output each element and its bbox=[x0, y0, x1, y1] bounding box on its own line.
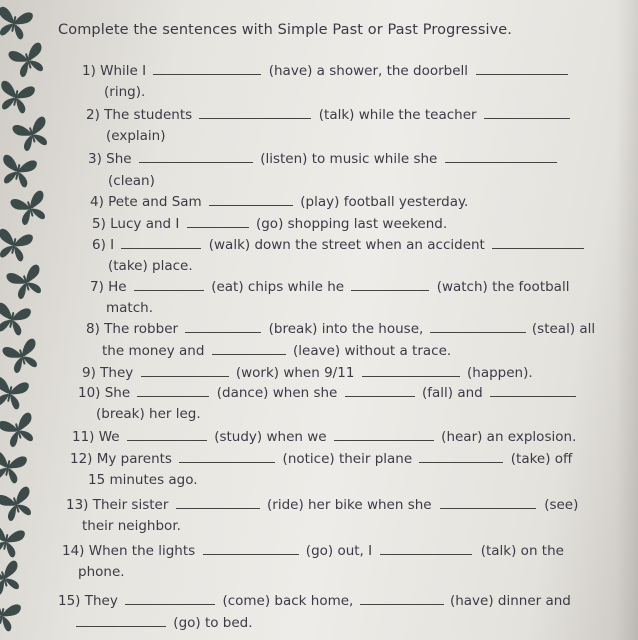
sentence-text: (hear) an explosion. bbox=[441, 429, 577, 445]
sentence-text: 5) Lucy and I bbox=[92, 216, 180, 232]
answer-blank[interactable] bbox=[440, 496, 536, 509]
sentence-line bbox=[58, 592, 571, 609]
sentence-text: (work) when 9/11 bbox=[235, 365, 355, 381]
answer-blank[interactable] bbox=[137, 384, 209, 397]
sentence-line bbox=[72, 428, 576, 445]
sentence-line bbox=[106, 300, 153, 316]
sentence-line bbox=[82, 62, 568, 79]
butterfly-border bbox=[0, 0, 58, 640]
sentence-line bbox=[86, 320, 595, 337]
sentence-line bbox=[70, 450, 572, 467]
sentence-text: (play) football yesterday. bbox=[300, 194, 469, 210]
butterfly-icon bbox=[0, 561, 24, 595]
butterfly-icon bbox=[0, 524, 26, 558]
answer-blank[interactable] bbox=[76, 614, 166, 627]
answer-blank[interactable] bbox=[334, 428, 434, 441]
sentence-line bbox=[96, 406, 201, 422]
butterfly-icon bbox=[0, 228, 34, 262]
sentence-line bbox=[92, 215, 447, 232]
sentence-text: (break) her leg. bbox=[96, 406, 201, 422]
butterfly-icon bbox=[0, 6, 34, 40]
sentence-text: (take) off bbox=[510, 451, 573, 467]
sentence-line bbox=[104, 84, 145, 100]
answer-blank[interactable] bbox=[127, 428, 207, 441]
sentence-line bbox=[82, 364, 533, 381]
sentence-text: (eat) chips while he bbox=[211, 279, 345, 295]
sentence-line bbox=[108, 173, 155, 189]
answer-blank[interactable] bbox=[139, 150, 253, 163]
answer-blank[interactable] bbox=[492, 236, 584, 249]
answer-blank[interactable] bbox=[125, 592, 215, 605]
sentence-text: 15) They bbox=[58, 593, 118, 609]
sentence-line bbox=[78, 384, 576, 401]
sentence-text: 6) I bbox=[92, 237, 115, 253]
butterfly-icon bbox=[8, 43, 48, 77]
sentence-line bbox=[92, 236, 584, 253]
sentence-text: (break) into the house, bbox=[268, 321, 424, 337]
answer-blank[interactable] bbox=[476, 62, 568, 75]
butterfly-icon bbox=[0, 598, 22, 632]
butterfly-icon bbox=[2, 339, 42, 373]
answer-blank[interactable] bbox=[490, 384, 576, 397]
sentence-text: 12) My parents bbox=[70, 451, 172, 467]
sentence-text: (clean) bbox=[108, 173, 155, 189]
sentence-text: (fall) and bbox=[421, 385, 483, 401]
answer-blank[interactable] bbox=[445, 150, 557, 163]
sentence-text: 9) They bbox=[82, 365, 134, 381]
sentence-line bbox=[78, 564, 125, 580]
butterfly-icon bbox=[10, 191, 50, 225]
answer-blank[interactable] bbox=[185, 320, 261, 333]
answer-blank[interactable] bbox=[176, 496, 260, 509]
sentence-text: (have) a shower, the doorbell bbox=[268, 63, 469, 79]
sentence-line bbox=[90, 278, 569, 295]
sentence-text: 11) We bbox=[72, 429, 120, 445]
answer-blank[interactable] bbox=[212, 342, 286, 355]
sentence-text: 8) The robber bbox=[86, 321, 179, 337]
butterfly-icon bbox=[0, 80, 36, 114]
answer-blank[interactable] bbox=[121, 236, 201, 249]
sentence-text: (watch) the football bbox=[436, 279, 570, 295]
sentence-text: (notice) their plane bbox=[282, 451, 413, 467]
sentence-text: (dance) when she bbox=[216, 385, 338, 401]
sentence-text: their neighbor. bbox=[82, 518, 181, 534]
sentence-text: (steal) all bbox=[531, 321, 596, 337]
answer-blank[interactable] bbox=[199, 106, 311, 119]
sentence-text: (go) out, I bbox=[305, 543, 373, 559]
sentence-text: (go) shopping last weekend. bbox=[255, 216, 448, 232]
sentence-text: (take) place. bbox=[108, 258, 193, 274]
sentence-text: match. bbox=[106, 300, 153, 316]
sentence-line bbox=[88, 150, 557, 167]
sentence-line bbox=[108, 258, 193, 274]
butterfly-icon bbox=[0, 154, 38, 188]
sentence-line bbox=[88, 472, 198, 488]
answer-blank[interactable] bbox=[141, 364, 229, 377]
answer-blank[interactable] bbox=[209, 193, 293, 206]
sentence-text: 14) When the lights bbox=[62, 543, 196, 559]
butterfly-icon bbox=[6, 265, 46, 299]
sentence-line bbox=[76, 614, 253, 631]
butterfly-icon bbox=[0, 376, 30, 410]
sentence-text: (have) dinner and bbox=[449, 593, 571, 609]
answer-blank[interactable] bbox=[179, 450, 275, 463]
sentence-line bbox=[66, 496, 578, 513]
sentence-text: 2) The students bbox=[86, 107, 193, 123]
sentence-line bbox=[102, 342, 451, 359]
answer-blank[interactable] bbox=[345, 384, 415, 397]
sentence-text: (happen). bbox=[467, 365, 533, 381]
sentence-text: (walk) down the street when an accident bbox=[208, 237, 485, 253]
sentence-text: 3) She bbox=[88, 151, 132, 167]
sentence-line bbox=[90, 193, 468, 210]
sentence-text: (talk) while the teacher bbox=[318, 107, 477, 123]
answer-blank[interactable] bbox=[351, 278, 429, 291]
sentence-text: (talk) on the bbox=[480, 543, 564, 559]
sentence-text: 13) Their sister bbox=[66, 497, 169, 513]
sentence-text: (ride) her bike when she bbox=[267, 497, 432, 513]
answer-blank[interactable] bbox=[430, 320, 526, 333]
sentence-text: 4) Pete and Sam bbox=[90, 194, 202, 210]
answer-blank[interactable] bbox=[419, 450, 503, 463]
sentence-text: 7) He bbox=[90, 279, 127, 295]
sentence-text: (explain) bbox=[106, 128, 166, 144]
answer-blank[interactable] bbox=[360, 592, 444, 605]
answer-blank[interactable] bbox=[187, 215, 249, 228]
sentence-text: (ring). bbox=[104, 84, 146, 100]
answer-blank[interactable] bbox=[153, 62, 261, 75]
sentence-text: 1) While I bbox=[82, 63, 147, 79]
answer-blank[interactable] bbox=[362, 364, 460, 377]
sentence-line bbox=[106, 128, 166, 144]
sentence-text: (come) back home, bbox=[222, 593, 354, 609]
sentence-text: (study) when we bbox=[214, 429, 327, 445]
sentence-text: 10) She bbox=[78, 385, 131, 401]
butterfly-icon bbox=[0, 450, 28, 484]
sentence-text: (see) bbox=[544, 497, 579, 513]
butterfly-icon bbox=[0, 487, 36, 521]
butterfly-icon bbox=[0, 413, 38, 447]
butterfly-icon bbox=[0, 302, 32, 336]
sentence-text: 15 minutes ago. bbox=[88, 472, 198, 488]
page-edge-shadow bbox=[616, 0, 638, 640]
sentence-text: (listen) to music while she bbox=[260, 151, 438, 167]
answer-blank[interactable] bbox=[134, 278, 204, 291]
sentence-text: the money and bbox=[102, 343, 205, 359]
answer-blank[interactable] bbox=[484, 106, 570, 119]
sentence-line bbox=[86, 106, 570, 123]
sentence-text: phone. bbox=[78, 564, 125, 580]
sentence-text: (go) to bed. bbox=[173, 615, 253, 631]
sentence-text: (leave) without a trace. bbox=[293, 343, 452, 359]
worksheet-title: Complete the sentences with Simple Past or Past Progressive. bbox=[58, 22, 513, 38]
answer-blank[interactable] bbox=[203, 542, 299, 555]
sentence-line bbox=[82, 518, 181, 534]
answer-blank[interactable] bbox=[380, 542, 472, 555]
sentence-line bbox=[62, 542, 564, 559]
butterfly-icon bbox=[12, 117, 52, 151]
